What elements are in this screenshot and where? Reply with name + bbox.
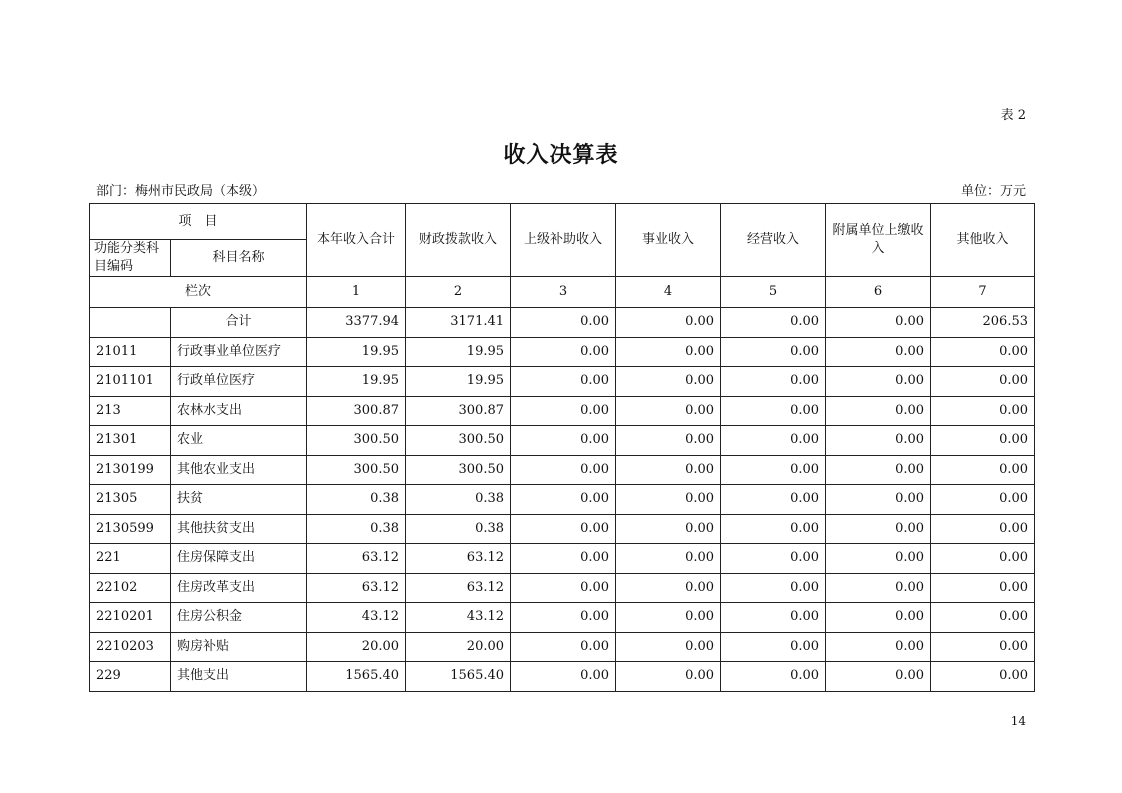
row-value: 0.00: [826, 662, 931, 692]
row-name: 扶贫: [171, 485, 307, 515]
row-value: 0.00: [721, 603, 826, 633]
row-value: 300.50: [307, 426, 406, 456]
row-value: 20.00: [406, 632, 511, 662]
row-value: 0.00: [931, 485, 1035, 515]
total-row: [90, 308, 1035, 338]
row-value: 0.00: [931, 662, 1035, 692]
row-code: 2210203: [90, 632, 171, 662]
row-value: 0.00: [721, 337, 826, 367]
row-value: 0.00: [826, 485, 931, 515]
row-value: 1565.40: [307, 662, 406, 692]
row-value: 0.00: [721, 632, 826, 662]
col-index: 2: [406, 277, 511, 308]
total-value: 206.53: [931, 308, 1035, 338]
row-value: 0.00: [931, 514, 1035, 544]
row-code: 221: [90, 544, 171, 574]
table-row: [90, 662, 1035, 692]
row-name: 其他扶贫支出: [171, 514, 307, 544]
row-value: 0.00: [511, 573, 616, 603]
row-name: 住房公积金: [171, 603, 307, 633]
total-code-cell: [90, 308, 171, 338]
row-code: 213: [90, 396, 171, 426]
row-value: 0.00: [721, 573, 826, 603]
row-value: 300.50: [406, 426, 511, 456]
row-value: 0.00: [826, 455, 931, 485]
row-value: 0.00: [826, 573, 931, 603]
row-code: 2210201: [90, 603, 171, 633]
row-value: 300.50: [406, 455, 511, 485]
row-code: 21305: [90, 485, 171, 515]
row-value: 0.00: [616, 426, 721, 456]
total-value: 0.00: [616, 308, 721, 338]
row-value: 0.00: [721, 662, 826, 692]
row-name: 行政事业单位医疗: [171, 337, 307, 367]
row-code: 21301: [90, 426, 171, 456]
table-row: [90, 514, 1035, 544]
row-value: 43.12: [406, 603, 511, 633]
row-value: 0.38: [307, 485, 406, 515]
page-title: 收入决算表: [503, 142, 619, 168]
row-value: 0.00: [826, 337, 931, 367]
row-value: 0.00: [931, 426, 1035, 456]
row-value: 0.00: [931, 396, 1035, 426]
row-value: 0.00: [721, 455, 826, 485]
row-name: 购房补贴: [171, 632, 307, 662]
row-code: 21011: [90, 337, 171, 367]
row-value: 0.00: [616, 603, 721, 633]
col-index: 5: [721, 277, 826, 308]
row-name: 农林水支出: [171, 396, 307, 426]
row-value: 63.12: [307, 544, 406, 574]
row-value: 0.00: [826, 603, 931, 633]
row-value: 0.00: [721, 514, 826, 544]
row-value: 0.00: [511, 632, 616, 662]
row-value: 0.00: [616, 485, 721, 515]
row-value: 0.38: [406, 485, 511, 515]
col-header: 本年收入合计: [307, 204, 406, 277]
row-code: 229: [90, 662, 171, 692]
table-row: [90, 632, 1035, 662]
col-header: 事业收入: [616, 204, 721, 277]
row-value: 0.00: [616, 337, 721, 367]
row-value: 0.00: [616, 514, 721, 544]
row-value: 0.00: [931, 337, 1035, 367]
row-value: 0.00: [511, 662, 616, 692]
row-value: 43.12: [307, 603, 406, 633]
row-value: 0.00: [511, 514, 616, 544]
row-value: 0.00: [931, 367, 1035, 397]
col-index: 3: [511, 277, 616, 308]
row-value: 0.00: [826, 426, 931, 456]
col-index: 6: [826, 277, 931, 308]
col-index-label: 栏次: [90, 277, 307, 308]
row-value: 0.00: [826, 632, 931, 662]
row-value: 19.95: [307, 337, 406, 367]
table-row: [90, 455, 1035, 485]
row-value: 0.00: [511, 603, 616, 633]
row-value: 0.00: [616, 396, 721, 426]
row-name: 行政单位医疗: [171, 367, 307, 397]
row-name: 其他农业支出: [171, 455, 307, 485]
row-name: 农业: [171, 426, 307, 456]
row-value: 0.38: [307, 514, 406, 544]
row-value: 0.00: [616, 455, 721, 485]
row-value: 300.87: [406, 396, 511, 426]
row-value: 19.95: [406, 337, 511, 367]
row-value: 0.00: [721, 396, 826, 426]
row-value: 0.00: [826, 396, 931, 426]
row-value: 0.00: [721, 485, 826, 515]
table-row: [90, 367, 1035, 397]
total-value: 0.00: [826, 308, 931, 338]
row-value: 0.00: [511, 485, 616, 515]
name-header: 科目名称: [171, 240, 307, 277]
row-code: 2101101: [90, 367, 171, 397]
row-value: 0.00: [616, 662, 721, 692]
col-header: 附属单位上缴收入: [826, 204, 931, 277]
row-value: 0.00: [511, 544, 616, 574]
row-value: 0.00: [511, 337, 616, 367]
total-label: 合计: [171, 308, 307, 338]
row-value: 19.95: [307, 367, 406, 397]
row-value: 0.00: [721, 426, 826, 456]
col-header: 其他收入: [931, 204, 1035, 277]
col-header: 经营收入: [721, 204, 826, 277]
row-value: 20.00: [307, 632, 406, 662]
row-value: 0.00: [511, 455, 616, 485]
row-value: 0.00: [616, 367, 721, 397]
row-value: 1565.40: [406, 662, 511, 692]
row-value: 0.00: [616, 632, 721, 662]
row-value: 0.00: [826, 544, 931, 574]
row-name: 其他支出: [171, 662, 307, 692]
row-value: 0.00: [931, 603, 1035, 633]
row-value: 0.00: [931, 455, 1035, 485]
row-value: 19.95: [406, 367, 511, 397]
table-row: [90, 603, 1035, 633]
row-value: 0.00: [616, 544, 721, 574]
code-header: 功能分类科目编码: [90, 240, 171, 277]
table-row: [90, 396, 1035, 426]
col-index: 1: [307, 277, 406, 308]
total-value: 3171.41: [406, 308, 511, 338]
row-code: 22102: [90, 573, 171, 603]
col-index: 4: [616, 277, 721, 308]
unit-label: 单位：万元: [960, 184, 1026, 199]
row-value: 0.00: [721, 544, 826, 574]
row-value: 0.00: [826, 367, 931, 397]
row-value: 0.00: [931, 632, 1035, 662]
table-row: [90, 573, 1035, 603]
table-row: [90, 544, 1035, 574]
row-value: 300.50: [307, 455, 406, 485]
row-value: 63.12: [406, 573, 511, 603]
page-number: 14: [1010, 714, 1026, 728]
row-value: 0.38: [406, 514, 511, 544]
col-header: 上级补助收入: [511, 204, 616, 277]
row-value: 300.87: [307, 396, 406, 426]
table-row: [90, 426, 1035, 456]
row-value: 63.12: [406, 544, 511, 574]
table-row: [90, 485, 1035, 515]
row-value: 0.00: [511, 367, 616, 397]
income-statement-table: [89, 203, 1035, 692]
row-value: 0.00: [826, 514, 931, 544]
row-name: 住房保障支出: [171, 544, 307, 574]
table-number: 表 2: [1000, 108, 1026, 123]
row-value: 0.00: [931, 544, 1035, 574]
row-value: 0.00: [511, 396, 616, 426]
total-value: 0.00: [721, 308, 826, 338]
row-value: 0.00: [721, 367, 826, 397]
total-value: 0.00: [511, 308, 616, 338]
row-value: 0.00: [511, 426, 616, 456]
total-value: 3377.94: [307, 308, 406, 338]
row-value: 0.00: [616, 573, 721, 603]
row-code: 2130599: [90, 514, 171, 544]
row-code: 2130199: [90, 455, 171, 485]
col-header: 财政拨款收入: [406, 204, 511, 277]
row-value: 0.00: [931, 573, 1035, 603]
row-value: 63.12: [307, 573, 406, 603]
col-index: 7: [931, 277, 1035, 308]
row-name: 住房改革支出: [171, 573, 307, 603]
department-label: 部门：梅州市民政局（本级）: [96, 184, 266, 199]
table-row: [90, 337, 1035, 367]
project-header: 项 目: [90, 204, 307, 240]
